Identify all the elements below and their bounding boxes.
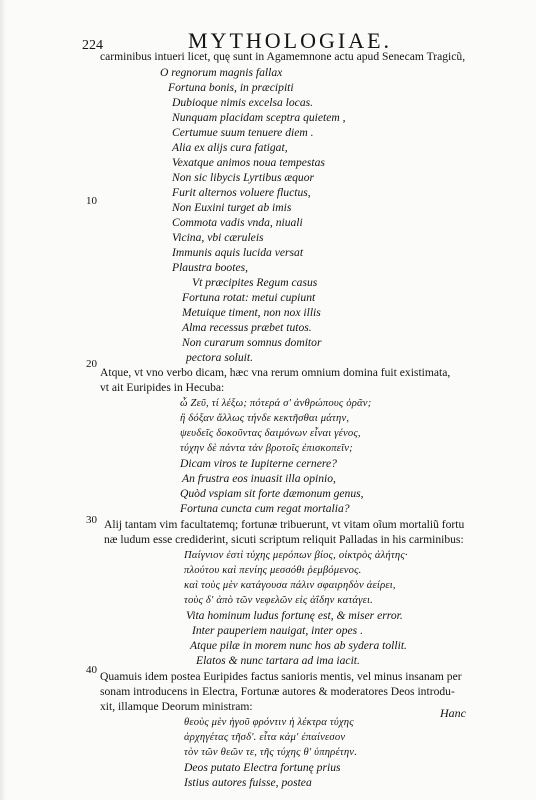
text-line: Alij tantam vim facultatemq; fortunæ tribuerunt, vt vitam oĩum mortaliũ fortu [104, 518, 465, 531]
verse-line: Non sic libycis Lyrtibus æquor [172, 171, 315, 184]
text-line: xit, illamque Deorum ministram: [100, 700, 253, 713]
verse-line: Certumue suum tenuere diem . [172, 126, 314, 139]
verse-line: Vicina, vbi cæruleis [172, 231, 264, 244]
verse-line: Istius autores fuisse, postea [184, 776, 312, 789]
verse-line: Commota vadis vnda, niuali [172, 216, 303, 229]
verse-line: Fortuna rotat: metui cupiunt [182, 291, 316, 304]
margin-line-number: 30 [86, 514, 97, 526]
verse-line: Furit alternos voluere fluctus, [172, 186, 311, 199]
verse-line: Non Euxini turget ab imis [172, 201, 292, 214]
verse-line: Vexatque animos noua tempestas [172, 156, 325, 169]
text-line: næ ludum esse crediderint, sicuti scriptum reliquit Palladas in his carminibus: [104, 533, 464, 546]
greek-verse-line: καὶ τοὺς μὲν κατάγουσα πάλιν σφαιρηδὸν ἀείρει, [184, 580, 396, 591]
verse-line: Metuique timent, non nox illis [182, 306, 321, 319]
greek-verse-line: τοὺς δ' ἀπὸ τῶν νεφελῶν εἰς ἀΐδην κατάγει. [184, 595, 373, 606]
verse-line: Fortuna bonis, in præcipiti [168, 81, 294, 94]
verse-line: Vt præcipites Regum casus [192, 276, 318, 289]
text-line: Atque, vt vno verbo dicam, hæc vna rerum omnium domina fuit existimata, [100, 366, 451, 379]
verse-line: Plaustra bootes, [172, 261, 249, 274]
greek-verse-line: τὸν τῶν θεῶν τε, τῆς τύχης θ' ὑπηρέτην. [184, 747, 358, 758]
greek-verse-line: ἀρχηγέτας τῆσδ'. εἶτα κἀμ' ἐπαίνεσον [184, 732, 346, 743]
verse-line: Inter pauperiem nauigat, inter opes . [192, 624, 363, 637]
verse-line: Dubioque nimis excelsa locas. [172, 96, 314, 109]
text-line: Quamuis idem postea Euripides factus sanioris mentis, vel minus insanam per [100, 670, 462, 683]
greek-verse-line: Παίγνιον ἐστὶ τύχης μερόπων βίος, οἰκτρὸς ἀλήτης· [184, 550, 408, 561]
verse-line: pectora soluit. [186, 351, 253, 364]
greek-verse-line: τύχην δὲ πάντα τἀν βροτοῖς ἐπισκοπεῖν; [180, 443, 353, 454]
verse-line: Non curarum somnus domitor [182, 336, 322, 349]
text-line: vt ait Euripides in Hecuba: [100, 381, 225, 394]
verse-line: An frustra eos inuasit illa opinio, [182, 472, 336, 485]
verse-line: Deos putato Electra fortunę prius [184, 761, 341, 774]
verse-line: Immunis aquis lucida versat [172, 246, 304, 259]
page-edge-shadow [0, 0, 6, 800]
verse-line: Fortuna cuncta cum regat mortalia? [180, 502, 350, 515]
running-head: MYTHOLOGIAE. [188, 28, 393, 53]
verse-line: Alia ex alijs cura fatigat, [172, 141, 288, 154]
verse-line: Dicam viros te Iupiterne cernere? [180, 457, 337, 470]
text-line: sonam introducens in Electra, Fortunæ autores & moderatores Deos introdu- [100, 685, 455, 698]
catchword: Hanc [440, 706, 466, 720]
greek-verse-line: ἢ δόξαν ἄλλως τήνδε κεκτῆσθαι μάτην, [180, 413, 350, 424]
margin-line-number: 20 [86, 358, 97, 370]
verse-line: Nunquam placidam sceptra quietem , [172, 111, 346, 124]
verse-line: Vita hominum ludus fortunę est, & miser error. [186, 609, 403, 622]
greek-verse-line: πλούτου καὶ πενίης μεσσόθι ῥεμβόμενος. [184, 565, 362, 576]
verse-line: Alma recessus præbet tutos. [182, 321, 312, 334]
greek-verse-line: θεοὺς μὲν ἡγοῦ φρόντιν ἡ λέκτρα τύχης [184, 717, 354, 728]
verse-line: O regnorum magnis fallax [160, 66, 283, 79]
margin-line-number: 10 [86, 195, 97, 207]
verse-line: Elatos & nunc tartara ad ima iacit. [196, 654, 360, 667]
verse-line: Quòd vspiam sit forte dæmonum genus, [180, 487, 364, 500]
greek-verse-line: ὦ Ζεῦ, τί λέξω; πότερά σ' ἀνθρώπους ὁρᾶν; [180, 398, 372, 409]
page-number: 224 [82, 38, 103, 53]
greek-verse-line: ψευδεῖς δοκοῦντας δαιμόνων εἶναι γένος, [180, 428, 361, 439]
verse-line: Atque pilæ in morem nunc hos ab sydera tollit. [190, 639, 407, 652]
margin-line-number: 40 [86, 664, 97, 676]
text-line: carminibus intueri licet, quę sunt in Agamemnone actu apud Senecam Tragicũ, [100, 50, 466, 63]
